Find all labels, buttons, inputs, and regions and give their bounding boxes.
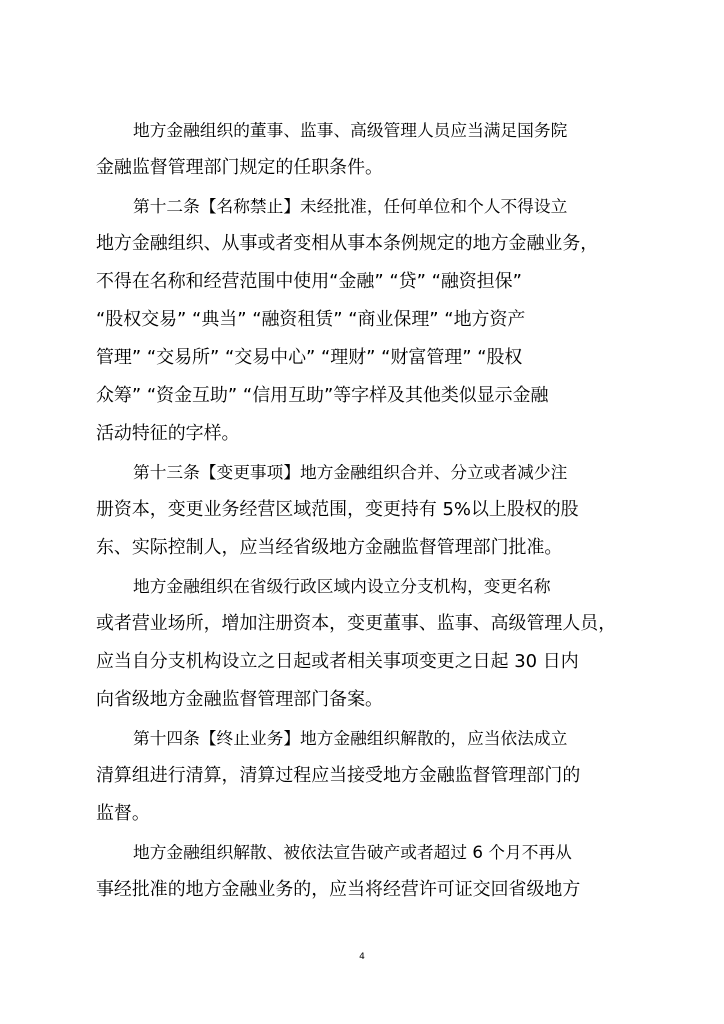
text-line: 向省级地方金融监督管理部门备案。 [96,689,383,710]
text-line: 管理” “交易所” “交易中心” “理财” “财富管理” “股权 [96,347,523,368]
text-line: 众筹” “资金互助” “信用互助”等字样及其他类似显示金融 [96,385,549,406]
text-line: 监督。 [96,803,150,824]
text-line: 地方金融组织在省级行政区域内设立分支机构，变更名称 [133,576,551,596]
text-line: 活动特征的字样。 [96,423,240,444]
text-line: 事经批准的地方金融业务的，应当将经营许可证交回省级地方 [96,879,581,900]
text-line: 册资本，变更业务经营区域范围，变更持有 5%以上股权的股 [96,499,579,520]
text-line: 地方金融组织的董事、监事、高级管理人员应当满足国务院 [133,120,568,140]
text-line: 地方金融组织、从事或者变相从事本条例规定的地方金融业务， [96,233,599,254]
text-line: 地方金融组织解散、被依法宣告破产或者超过 6 个月不再从 [133,842,572,862]
text-line: 清算组进行清算，清算过程应当接受地方金融监督管理部门的 [96,765,581,786]
article-14-heading-line: 第十四条【终止业务】地方金融组织解散的，应当依法成立 [133,728,568,748]
text-line: 应当自分支机构设立之日起或者相关事项变更之日起 30 日内 [96,651,579,672]
text-line: “股权交易” “典当” “融资租赁” “商业保理” “地方资产 [96,309,526,330]
text-line: 不得在名称和经营范围中使用“金融” “贷” “融资担保” [96,271,522,292]
text-line: 或者营业场所，增加注册资本，变更董事、监事、高级管理人员， [96,613,617,634]
text-line: 金融监督管理部门规定的任职条件。 [96,157,383,178]
article-12-heading-line: 第十二条【名称禁止】未经批准，任何单位和个人不得设立 [133,196,568,216]
article-13-heading-line: 第十三条【变更事项】地方金融组织合并、分立或者减少注 [133,462,568,482]
page-number: 4 [359,952,365,962]
text-line: 东、实际控制人，应当经省级地方金融监督管理部门批准。 [96,537,563,558]
